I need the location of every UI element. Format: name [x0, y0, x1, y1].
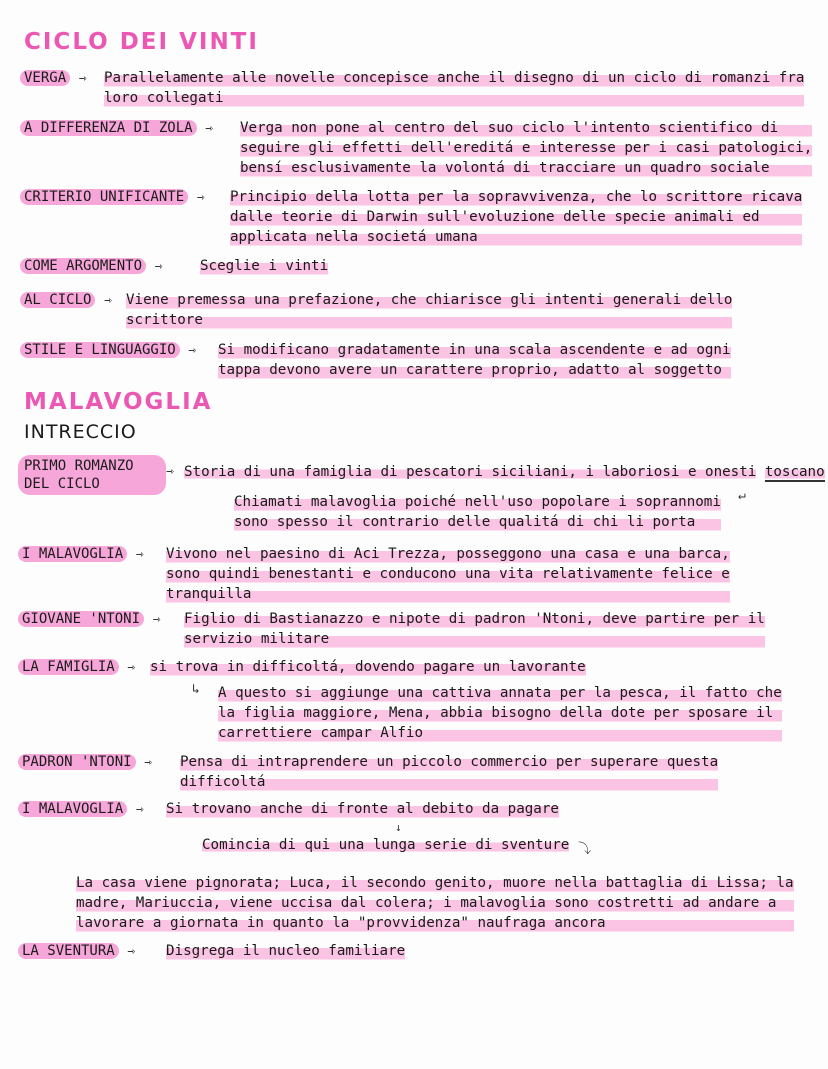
text-padron-ntoni — [180, 752, 718, 792]
text-zola — [240, 118, 812, 178]
curved-arrow-icon: ⤵ — [578, 842, 592, 857]
label-padron-ntoni: PADRON 'NTONI — [18, 754, 136, 770]
text-line: Si trovano anche di fronte al debito da pagare — [166, 801, 559, 817]
text-line: si trova in difficoltá, dovendo pagare un lavorante — [150, 659, 586, 675]
row-argomento — [20, 256, 162, 277]
text-giovane-ntoni — [184, 609, 765, 649]
curved-arrow-icon: ↳ — [192, 682, 200, 697]
text-line: Disgrega il nucleo familiare — [166, 943, 406, 959]
arrow-icon: ⇾ — [135, 802, 144, 817]
row-la-famiglia — [18, 657, 135, 678]
text-line: Chiamati malavoglia poiché nell'uso popolare i soprannomi — [234, 494, 721, 510]
arrow-icon: ⇾ — [188, 343, 197, 358]
text-line: scrittore — [126, 310, 732, 330]
label-line: DEL CICLO — [24, 476, 100, 492]
curved-arrow-icon: ↵ — [738, 488, 746, 503]
section-title-malavoglia: MALAVOGLIA — [24, 389, 213, 415]
label-argomento: COME ARGOMENTO — [20, 258, 146, 274]
row-padron-ntoni — [18, 752, 152, 773]
text-criterio — [230, 187, 802, 247]
underlined-word: toscano — [764, 464, 825, 480]
text-line: Viene premessa una prefazione, che chiarisce gli intenti generali dello — [126, 292, 733, 308]
text-line: Parallelamente alle novelle concepisce anche il disegno di un ciclo di romanzi fra — [104, 70, 805, 86]
arrow-icon: ⇾ — [154, 259, 163, 274]
arrow-icon: ⇾ — [196, 190, 205, 205]
text-line: la figlia maggiore, Mena, abbia bisogno della dote per sposare il — [218, 703, 782, 723]
text-line: Sceglie i vinti — [200, 258, 329, 274]
label-la-sventura: LA SVENTURA — [18, 943, 119, 959]
text-line: bensí esclusivamente la volontá di tracciare un quadro sociale — [240, 158, 812, 178]
text-line: seguire gli effetti dell'ereditá e interesse per i casi patologici, — [240, 140, 813, 156]
text-line: Principio della lotta per la sopravvivenza, che lo scrittore ricava — [230, 189, 803, 205]
subtitle-intreccio: INTRECCIO — [24, 421, 137, 443]
label-al-ciclo: AL CICLO — [20, 292, 95, 308]
text-line: loro collegati — [104, 88, 804, 108]
arrow-icon: ⇾ — [135, 547, 144, 562]
text-line: Storia di una famiglia di pescatori siciliani, i laboriosi e onesti — [184, 464, 757, 480]
text-line: tranquilla — [166, 584, 730, 604]
text-line: Comincia di qui una lunga serie di sventure — [202, 837, 570, 853]
text-line: tappa devono avere un carattere proprio, adatto al soggetto — [218, 360, 731, 380]
arrow-icon: ⇾ — [78, 71, 87, 86]
arrow-icon: ⇾ — [127, 944, 136, 959]
label-stile: STILE E LINGUAGGIO — [20, 342, 180, 358]
label-line: PRIMO ROMANZO — [24, 458, 134, 474]
label-i-malavoglia: I MALAVOGLIA — [18, 546, 127, 562]
row-i-malavoglia — [18, 544, 144, 565]
text-primo — [184, 462, 825, 482]
text-verga — [104, 68, 804, 108]
row-la-sventura — [18, 941, 135, 962]
text-la-sventura — [166, 941, 405, 961]
text-la-famiglia — [150, 657, 586, 677]
label-primo-romanzo — [18, 455, 166, 495]
text-line: applicata nella societá umana — [230, 227, 802, 247]
arrow-icon: ⇾ — [152, 612, 161, 627]
row-al-ciclo — [20, 290, 112, 311]
paragraph-sventure — [76, 873, 794, 933]
text-i-malavoglia-2 — [166, 799, 559, 819]
label-i-malavoglia-2: I MALAVOGLIA — [18, 801, 127, 817]
text-line: Si modificano gradatamente in una scala ascendente e ad ogni — [218, 342, 731, 358]
text-line: servizio militare — [184, 629, 765, 649]
down-arrow-icon: ↓ — [395, 821, 402, 834]
text-al-ciclo — [126, 290, 732, 330]
arrow-icon: ⇾ — [166, 464, 174, 479]
text-line: A questo si aggiunge una cattiva annata per la pesca, il fatto che — [218, 685, 782, 701]
text-line: dalle teorie di Darwin sull'evoluzione delle specie animali ed — [230, 207, 802, 227]
label-zola: A DIFFERENZA DI ZOLA — [20, 120, 197, 136]
text-sventure — [202, 835, 569, 855]
text-line: Figlio di Bastianazzo e nipote di padron 'Ntoni, deve partire per il — [184, 611, 765, 627]
arrow-icon: ⇾ — [127, 660, 136, 675]
text-line: madre, Mariuccia, viene uccisa dal colera; i malavoglia sono costretti ad andare a — [76, 893, 794, 913]
label-la-famiglia: LA FAMIGLIA — [18, 659, 119, 675]
row-verga — [20, 68, 87, 89]
arrow-icon: ⇾ — [205, 121, 213, 136]
text-stile — [218, 340, 731, 380]
text-line: Pensa di intraprendere un piccolo commercio per superare questa — [180, 754, 719, 770]
text-i-malavoglia — [166, 544, 730, 604]
section-title-ciclo: CICLO DEI VINTI — [24, 29, 259, 55]
text-line: Vivono nel paesino di Aci Trezza, posseggono una casa e una barca, — [166, 546, 730, 562]
text-line: carrettiere campar Alfio — [218, 723, 782, 743]
label-criterio: CRITERIO UNIFICANTE — [20, 189, 188, 205]
text-line: lavorare a giornata in quanto la "provvidenza" naufraga ancora — [76, 913, 794, 933]
arrow-icon: ⇾ — [144, 755, 152, 770]
text-line: difficoltá — [180, 772, 718, 792]
label-giovane-ntoni: GIOVANE 'NTONI — [18, 611, 144, 627]
row-i-malavoglia-2 — [18, 799, 144, 820]
text-argomento — [200, 256, 328, 276]
text-line: sono quindi benestanti e conducono una vita relativamente felice e — [166, 566, 730, 582]
text-line: Verga non pone al centro del suo ciclo l'intento scientifico di — [240, 118, 812, 138]
note-primo — [234, 492, 721, 532]
row-stile — [20, 340, 196, 361]
row-zola — [20, 118, 213, 139]
row-giovane-ntoni — [18, 609, 160, 630]
text-line: La casa viene pignorata; Luca, il secondo genito, muore nella battaglia di Lissa; la — [76, 875, 794, 891]
text-famiglia-sub — [218, 683, 782, 743]
label-verga: VERGA — [20, 70, 70, 86]
row-criterio — [20, 187, 205, 208]
arrow-icon: ⇾ — [103, 293, 112, 308]
text-line: sono spesso il contrario delle qualitá di chi li porta — [234, 512, 721, 532]
